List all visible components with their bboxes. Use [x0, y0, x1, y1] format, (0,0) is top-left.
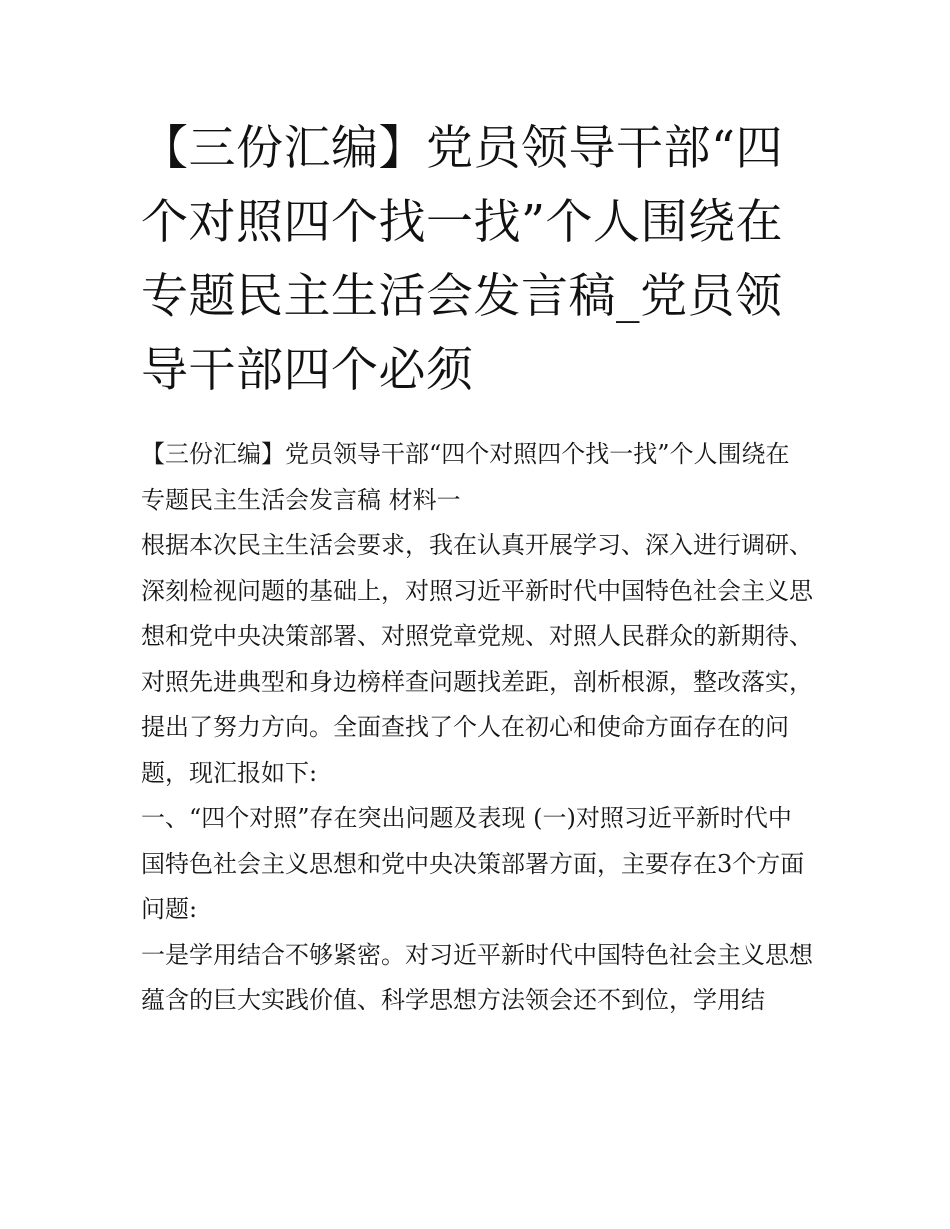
paragraph-point-one: 一是学用结合不够紧密。对习近平新时代中国特色社会主义思想蕴含的巨大实践价值、科学思想方法领会还不到位，学用结 [141, 940, 813, 1014]
paragraph-subtitle: 【三份汇编】党员领导干部“四个对照四个找一找”个人围绕在专题民主生活会发言稿 材料一 [141, 440, 790, 514]
document-title: 【三份汇编】党员领导干部“四个对照四个找一找”个人围绕在专题民主生活会发言稿_党员领导干部四个必须 [141, 121, 784, 398]
document-page [141, 112, 813, 1024]
paragraph-section-heading: 一、“四个对照”存在突出问题及表现 (一)对照习近平新时代中国特色社会主义思想和党中央决策部署方面，主要存在3个方面问题: [141, 804, 805, 923]
paragraph-intro: 根据本次民主生活会要求，我在认真开展学习、深入进行调研、深刻检视问题的基础上，对照习近平新时代中国特色社会主义思想和党中央决策部署、对照党章党规、对照人民群众的新期待、对照先进典型和身边榜样查问题找差距，剖析根源，整改落实，提出了努力方向。全面查找了个人在初心和使命方面存在的问题，现汇报如下: [141, 531, 813, 787]
document-body [141, 432, 813, 1024]
